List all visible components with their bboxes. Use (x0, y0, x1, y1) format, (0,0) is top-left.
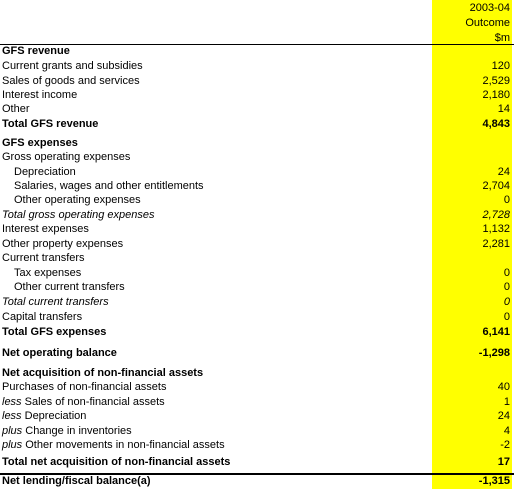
row-label-text: Current transfers (2, 252, 85, 264)
statement-row (0, 295, 514, 310)
statement-row (0, 150, 514, 165)
row-value: 0 (503, 311, 510, 323)
row-label (2, 325, 106, 340)
row-label (2, 295, 109, 310)
row-value: 2,529 (482, 75, 510, 87)
row-label-text: Tax expenses (14, 267, 82, 279)
row-value: 14 (497, 103, 510, 115)
row-label (14, 193, 141, 208)
row-label (2, 424, 132, 439)
column-header-outcome: Outcome (465, 17, 510, 29)
row-value: 120 (491, 60, 510, 72)
row-value: 6,141 (482, 326, 510, 338)
row-label (2, 88, 77, 103)
column-header-year: 2003-04 (469, 2, 510, 14)
row-label (2, 474, 151, 489)
statement-row (0, 310, 514, 325)
row-label (2, 366, 203, 381)
row-prefix: plus (2, 425, 23, 437)
row-value: 4 (503, 425, 510, 437)
row-label (2, 409, 86, 424)
row-label-text: Gross operating expenses (2, 151, 131, 163)
row-prefix: less (2, 410, 22, 422)
statement-row (0, 424, 514, 439)
row-label (2, 251, 85, 266)
statement-row (0, 251, 514, 266)
statement-row (0, 102, 514, 117)
row-label-text: Net acquisition of non-financial assets (2, 367, 204, 379)
row-label-text: Salaries, wages and other entitlements (14, 180, 204, 192)
statement-row (0, 193, 514, 208)
row-value: 2,180 (482, 89, 510, 101)
statement-row (0, 179, 514, 194)
statement-row (0, 346, 514, 361)
statement-row (0, 165, 514, 180)
statement-row (0, 44, 514, 59)
row-label-text: Other movements in non-financial assets (25, 439, 225, 451)
row-label-text: Capital transfers (2, 311, 83, 323)
statement-row (0, 280, 514, 295)
row-value: -1,298 (478, 347, 510, 359)
statement-row (0, 395, 514, 410)
row-label-text: Other operating expenses (14, 194, 141, 206)
row-label-text: Net operating balance (2, 347, 117, 359)
statement-row (0, 136, 514, 151)
row-value: 17 (497, 456, 510, 468)
row-label-text: Change in inventories (25, 425, 132, 437)
row-label (2, 455, 230, 470)
row-label (14, 280, 125, 295)
row-value: 0 (503, 267, 510, 279)
row-label-text: GFS expenses (2, 137, 78, 149)
bottom-rule (0, 473, 514, 475)
row-label-text: Depreciation (14, 166, 76, 178)
statement-row (0, 237, 514, 252)
column-header-unit: $m (494, 32, 510, 44)
row-label-text: Depreciation (24, 410, 87, 422)
row-label (2, 150, 130, 165)
row-label (2, 346, 117, 361)
row-label-text: Sales of non-financial assets (24, 396, 165, 408)
row-label (2, 380, 166, 395)
row-label (2, 136, 78, 151)
row-label-text: Purchases of non-financial assets (2, 381, 167, 393)
row-value: -2 (500, 439, 510, 451)
statement-row (0, 474, 514, 489)
row-value: -1,315 (478, 475, 510, 487)
row-label (2, 59, 143, 74)
statement-row (0, 88, 514, 103)
row-label (2, 74, 140, 89)
row-label-text: Other property expenses (2, 238, 124, 250)
row-prefix: less (2, 396, 22, 408)
row-label (2, 102, 30, 117)
row-value: 0 (503, 194, 510, 206)
row-label-text: Total current transfers (2, 296, 109, 308)
statement-row (0, 266, 514, 281)
row-label-text: GFS revenue (2, 45, 70, 57)
statement-row (0, 59, 514, 74)
row-label (2, 438, 225, 453)
row-label (14, 179, 204, 194)
statement-row (0, 455, 514, 470)
statement-row (0, 325, 514, 340)
statement-row (0, 380, 514, 395)
statement-row (0, 208, 514, 223)
row-prefix: plus (2, 439, 23, 451)
row-value: 1,132 (482, 223, 510, 235)
row-label (2, 395, 165, 410)
row-label-text: Interest expenses (2, 223, 89, 235)
row-label-text: Interest income (2, 89, 78, 101)
row-value: 24 (497, 410, 510, 422)
row-value: 2,728 (482, 209, 510, 221)
row-value: 2,281 (482, 238, 510, 250)
statement-row (0, 74, 514, 89)
statement-row (0, 438, 514, 453)
row-value: 0 (503, 281, 510, 293)
row-label (2, 237, 123, 252)
row-value: 2,704 (482, 180, 510, 192)
row-label (2, 222, 89, 237)
row-label-text: Total GFS revenue (2, 118, 99, 130)
row-value: 24 (497, 166, 510, 178)
row-label-text: Net lending/fiscal balance(a) (2, 475, 151, 487)
row-label (14, 165, 76, 180)
statement-row (0, 409, 514, 424)
statement-row (0, 222, 514, 237)
row-label-text: Total net acquisition of non-financial assets (2, 456, 231, 468)
row-label (2, 117, 98, 132)
row-label (14, 266, 81, 281)
row-label-text: Sales of goods and services (2, 75, 140, 87)
row-label-text: Other current transfers (14, 281, 125, 293)
row-label-text: Total gross operating expenses (2, 209, 155, 221)
statement-row (0, 117, 514, 132)
row-value: 40 (497, 381, 510, 393)
row-label (2, 44, 70, 59)
row-label (2, 208, 154, 223)
row-value: 4,843 (482, 118, 510, 130)
row-value: 1 (503, 396, 510, 408)
row-label-text: Current grants and subsidies (2, 60, 143, 72)
statement-row (0, 366, 514, 381)
row-label (2, 310, 82, 325)
row-label-text: Total GFS expenses (2, 326, 107, 338)
row-label-text: Other (2, 103, 30, 115)
row-value: 0 (503, 296, 510, 308)
